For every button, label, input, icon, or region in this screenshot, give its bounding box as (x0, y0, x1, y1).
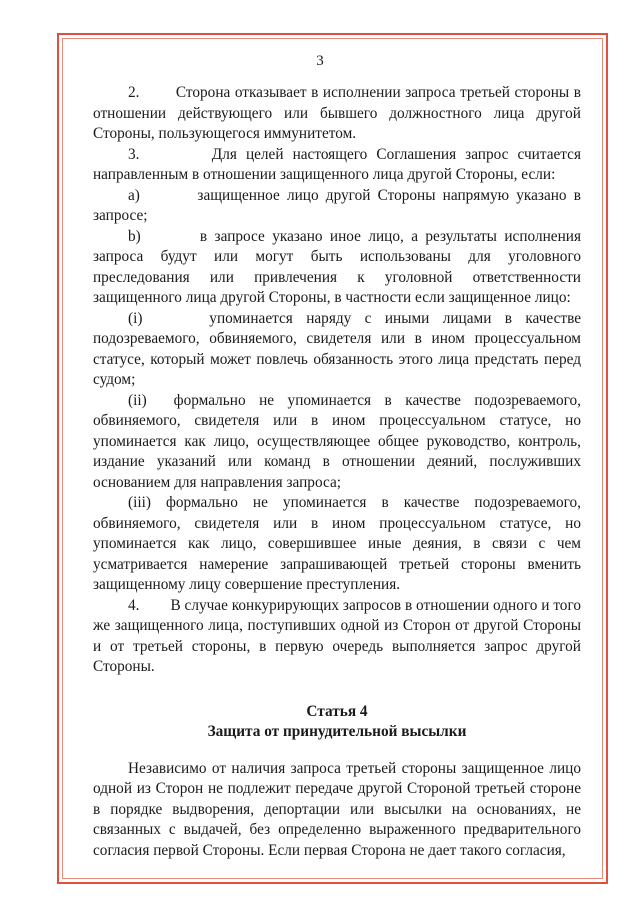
paragraph-2: 2. Сторона отказывает в исполнении запроса третьей стороны в отношении действующего или бывшего должностного лица другой Стороны, пользующегося иммунитетом. (93, 84, 585, 142)
paragraph-3b-ii: (ii) формально не упоминается в качестве подозреваемого, обвиняемого, свидетеля или в ином процессуальном статусе, но упоминается как лицо, осуществляющее общее руководство, контроль, издание указаний или команд в отношении деяний, послуживших основанием для направления запроса; (93, 391, 585, 491)
paragraph-3a: а) защищенное лицо другой Стороны напрямую указано в запросе; (93, 186, 585, 224)
page-number: 3 (316, 53, 324, 69)
paragraph-3b-iii: (iii) формально не упоминается в качестве подозреваемого, обвиняемого, свидетеля или в ином процессуальном статусе, но упоминается как лицо, совершившее иные деяния, в связи с чем усматривается намерение запрашивающей третьей стороны вменить защищенному лицу совершение преступления. (93, 494, 585, 593)
paragraph-3: 3. Для целей настоящего Соглашения запрос считается направленным в отношении защищенного лица другой Стороны, если: (93, 145, 585, 183)
article-text: Независимо от наличия запроса третьей стороны защищенное лицо одной из Сторон не подлежит передаче другой Стороной третьей стороне в порядке выдворения, депортации или высылки на основаниях, не связанных с выдачей, без определенно выраженного предварительного согласия первой Стороны. Если первая Сторона не дает такого согласия, (93, 759, 585, 859)
article-title: Защита от принудительной высылки (207, 723, 467, 740)
paragraph-3b: b) в запросе указано иное лицо, а результаты исполнения запроса будут или могут быть использованы для уголовного преследования или привлечения к уголовной ответственности защищенного лица другой Стороны, в частности если защищенное лицо: (93, 227, 585, 306)
document-body (93, 83, 585, 861)
article-number: Статья 4 (306, 702, 368, 720)
paragraph-4: 4. В случае конкурирующих запросов в отношении одного и того же защищенного лица, поступивших одной из Сторон от другой Стороны и от третьей стороны, в первую очередь выполняется запрос другой Стороны. (93, 596, 585, 675)
paragraph-3b-i: (i) упоминается наряду с иными лицами в качестве подозреваемого, обвиняемого, свидетеля или в ином процессуальном статусе, который может повлечь обязанность этого лица предстать перед судом; (93, 309, 585, 388)
